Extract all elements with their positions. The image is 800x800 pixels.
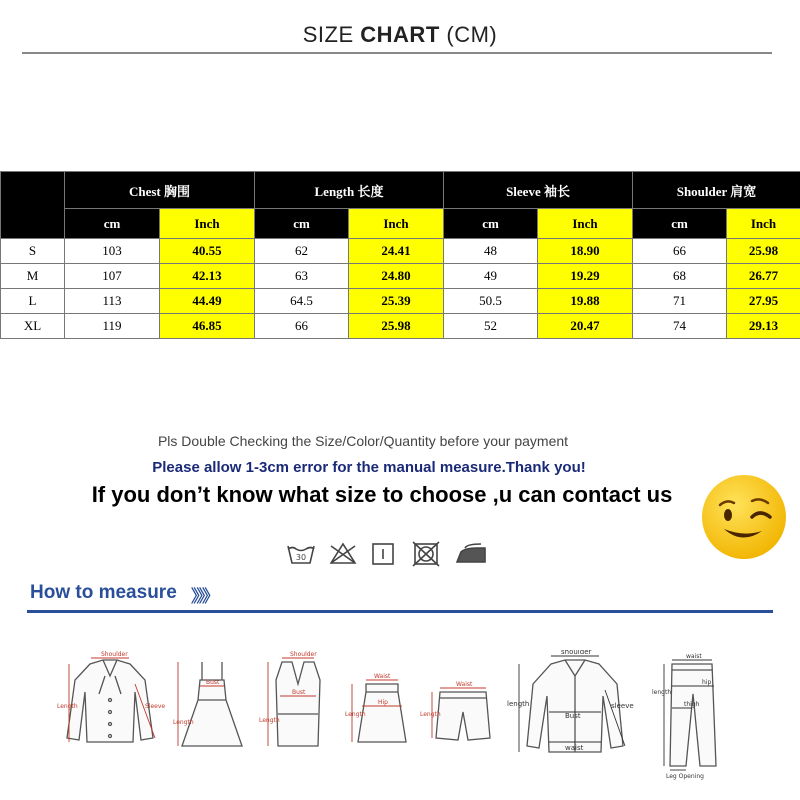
size-table [0, 171, 800, 339]
unit-inch: Inch [538, 209, 633, 239]
unit-cm: cm [255, 209, 349, 239]
unit-inch: Inch [727, 209, 800, 239]
unit-cm: cm [444, 209, 538, 239]
cell-value: 103 [65, 239, 160, 264]
note-check-order: Pls Double Checking the Size/Color/Quantity before your payment [157, 433, 569, 449]
label-length: Length [420, 711, 441, 718]
cell-value: 25.98 [727, 239, 800, 264]
wash-temp-label: 30 [295, 553, 307, 562]
cell-value: 19.88 [538, 289, 633, 314]
cell-value: 49 [444, 264, 538, 289]
title-divider [22, 52, 772, 54]
label-shoulder: Shoulder [290, 651, 317, 658]
cell-value: 50.5 [444, 289, 538, 314]
label-sleeve: Sleeve [145, 703, 165, 710]
cell-value: 42.13 [160, 264, 255, 289]
table-header-row [1, 172, 800, 209]
corner-cell [1, 172, 65, 239]
cell-value: 74 [633, 314, 727, 339]
table-row [1, 289, 800, 314]
table-row [1, 314, 800, 339]
size-label: XL [1, 314, 65, 339]
cell-value: 24.41 [349, 239, 444, 264]
no-dry-clean-icon [413, 542, 439, 566]
label-waist: Waist [374, 673, 391, 680]
cell-value: 20.47 [538, 314, 633, 339]
label-bust: Bust [206, 679, 220, 686]
title-chart: CHART [360, 22, 440, 47]
cell-value: 62 [255, 239, 349, 264]
note-measure-error: Please allow 1-3cm error for the manual measure.Thank you! [152, 459, 586, 476]
label-bust: Bust [292, 689, 306, 696]
page-title [0, 22, 800, 48]
size-label: S [1, 239, 65, 264]
vest-diagram [258, 650, 338, 760]
cell-value: 27.95 [727, 289, 800, 314]
iron-icon [457, 544, 485, 562]
unit-cm: cm [65, 209, 160, 239]
label-shoulder: Shoulder [101, 651, 128, 658]
table-row [1, 239, 800, 264]
unit-inch: Inch [160, 209, 255, 239]
header-length: Length 长度 [255, 172, 444, 209]
label-leg-opening: Leg Opening [666, 773, 704, 780]
label-length: Length [345, 711, 366, 718]
label-waist: waist [686, 653, 702, 660]
cell-value: 26.77 [727, 264, 800, 289]
cell-value: 66 [255, 314, 349, 339]
size-label: M [1, 264, 65, 289]
cell-value: 63 [255, 264, 349, 289]
blouse-diagram [55, 650, 165, 760]
note-contact-us: If you don’t know what size to choose ,u can contact us [91, 482, 673, 507]
label-length: Length [259, 717, 280, 724]
header-sleeve: Sleeve 袖长 [444, 172, 633, 209]
cell-value: 68 [633, 264, 727, 289]
cell-value: 24.80 [349, 264, 444, 289]
cell-value: 18.90 [538, 239, 633, 264]
wink-emoji-icon [700, 473, 788, 561]
label-sleeve: sleeve [611, 702, 634, 710]
label-bust: Bust [565, 712, 581, 720]
jacket-diagram [505, 650, 645, 760]
cell-value: 71 [633, 289, 727, 314]
label-hip: Hip [378, 699, 388, 706]
label-hip: hip [702, 679, 712, 686]
table-row [1, 264, 800, 289]
label-waist: waist [565, 744, 584, 752]
header-chest: Chest 胸围 [65, 172, 255, 209]
label-thigh: thigh [684, 701, 700, 708]
cell-value: 119 [65, 314, 160, 339]
header-shoulder: Shoulder 肩宽 [633, 172, 800, 209]
cell-value: 29.13 [727, 314, 800, 339]
pants-diagram [652, 650, 732, 780]
cell-value: 113 [65, 289, 160, 314]
arrows-icon: 》》》 [191, 587, 216, 606]
title-unit: (CM) [446, 22, 498, 47]
tumble-dry-icon [373, 544, 393, 564]
label-waist: Waist [456, 681, 473, 688]
cell-value: 107 [65, 264, 160, 289]
dress-diagram [172, 650, 252, 760]
size-label: L [1, 289, 65, 314]
table-unit-row [1, 209, 800, 239]
label-length: Length [173, 719, 194, 726]
cell-value: 66 [633, 239, 727, 264]
cell-value: 64.5 [255, 289, 349, 314]
shorts-diagram [420, 650, 505, 760]
label-length: length [507, 700, 530, 708]
cell-value: 46.85 [160, 314, 255, 339]
cell-value: 44.49 [160, 289, 255, 314]
how-to-measure-divider [27, 610, 773, 613]
cell-value: 48 [444, 239, 538, 264]
cell-value: 19.29 [538, 264, 633, 289]
cell-value: 40.55 [160, 239, 255, 264]
cell-value: 25.98 [349, 314, 444, 339]
how-to-measure-title: How to measure [30, 582, 177, 603]
label-length: Length [57, 703, 78, 710]
label-shoulder: shoulder [561, 650, 592, 656]
unit-cm: cm [633, 209, 727, 239]
title-size: SIZE [302, 22, 354, 47]
care-symbols [285, 540, 495, 568]
cell-value: 25.39 [349, 289, 444, 314]
skirt-diagram [344, 650, 419, 760]
label-length: length [652, 689, 672, 696]
cell-value: 52 [444, 314, 538, 339]
unit-inch: Inch [349, 209, 444, 239]
no-bleach-icon [331, 544, 355, 563]
